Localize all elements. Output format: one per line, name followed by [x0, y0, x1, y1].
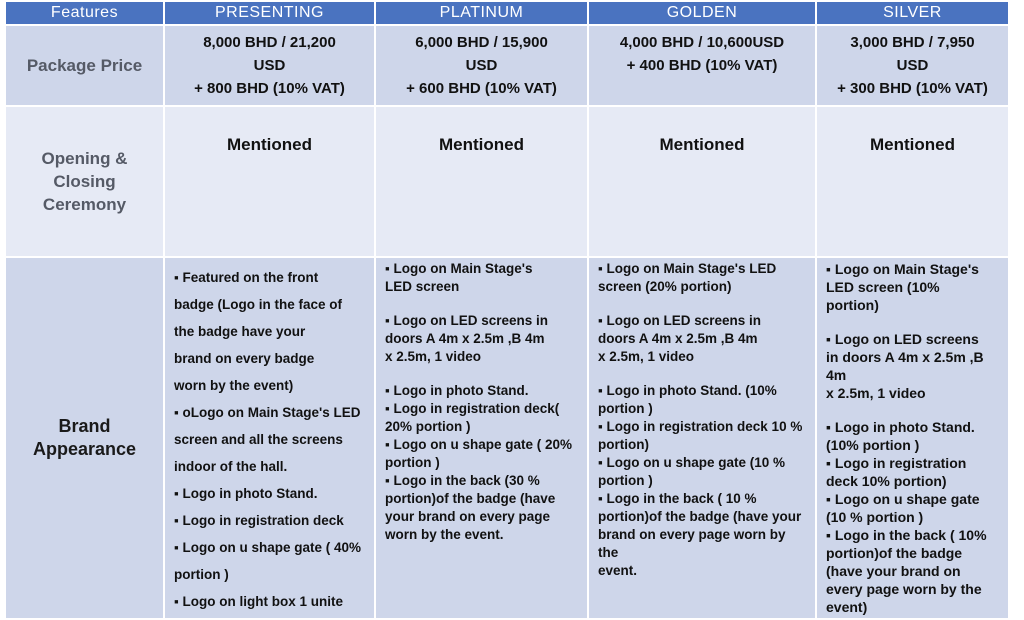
brand-item: ▪ Logo on u shape gate (10 % portion ): [826, 491, 980, 525]
price-label: Package Price: [5, 25, 164, 106]
brand-item: ▪ Logo on Main Stage's LED screen (20% portion): [598, 261, 777, 294]
vat-line: + 800 BHD (10% VAT): [194, 80, 345, 97]
price-platinum: [375, 25, 588, 106]
ceremony-golden: Mentioned: [588, 106, 816, 257]
brand-item: the badge have your: [174, 324, 306, 339]
brand-item: indoor of the hall.: [174, 459, 288, 474]
brand-item: ▪ Logo on LED screens in doors A 4m x 2.5m ,B 4m x 2.5m, 1 video: [598, 313, 762, 364]
price-line: USD: [465, 57, 498, 74]
brand-item: ▪ Featured on the front: [174, 270, 319, 285]
price-line: USD: [253, 57, 286, 74]
brand-item: ▪ Logo in registration deck 10% portion): [826, 455, 967, 489]
brand-item: ▪ Logo in photo Stand.: [385, 383, 529, 398]
brand-item: portion ): [174, 567, 229, 582]
brand-item: ▪ Logo on u shape gate (10 % portion ): [598, 455, 786, 488]
price-line: USD: [896, 57, 929, 74]
brand-presenting: [164, 257, 375, 619]
brand-platinum: [375, 257, 588, 619]
brand-item: ▪ Logo in registration deck( 20% portion ): [385, 401, 560, 434]
price-presenting: [164, 25, 375, 106]
brand-list-platinum: [385, 260, 581, 544]
tier-header-golden: GOLDEN: [588, 1, 816, 25]
brand-row: [5, 257, 1009, 619]
brand-item: ▪ Logo in the back ( 10 % portion)of the badge (have your brand on every page worn by the event.: [598, 491, 802, 578]
brand-item: ▪ Logo on LED screens in doors A 4m x 2.5m ,B 4m x 2.5m, 1 video: [826, 331, 984, 401]
brand-item: ▪ Logo on u shape gate ( 40%: [174, 540, 362, 555]
brand-label-line: Appearance: [32, 439, 137, 459]
ceremony-label-line: Closing: [53, 172, 116, 191]
brand-item: ▪ Logo on light box 1 unite: [174, 594, 344, 609]
vat-line: + 300 BHD (10% VAT): [837, 80, 988, 97]
tier-header-presenting: PRESENTING: [164, 1, 375, 25]
brand-item: ▪ Logo on Main Stage's LED screen: [385, 261, 533, 294]
price-line: 3,000 BHD / 7,950: [850, 34, 975, 51]
price-row: [5, 25, 1009, 106]
brand-item: ▪ Logo in the back (30 % portion)of the badge (have your brand on every page worn by the event.: [385, 473, 556, 542]
header-row: [5, 1, 1009, 25]
brand-item: worn by the event): [174, 378, 294, 393]
tier-header-silver: SILVER: [816, 1, 1009, 25]
ceremony-silver: Mentioned: [816, 106, 1009, 257]
brand-item: ▪ Logo in registration deck 10 % portion): [598, 419, 803, 452]
ceremony-platinum: Mentioned: [375, 106, 588, 257]
ceremony-label: [5, 106, 164, 257]
brand-item: ▪ Logo in photo Stand. (10% portion ): [826, 419, 975, 453]
brand-item: ▪ oLogo on Main Stage's LED: [174, 405, 361, 420]
brand-item: ▪ Logo in the back ( 10% portion)of the badge (have your brand on every page worn by the event): [826, 527, 987, 615]
brand-item: badge (Logo in the face of: [174, 297, 342, 312]
brand-item: brand on every badge: [174, 351, 315, 366]
ceremony-presenting: Mentioned: [164, 106, 375, 257]
brand-item: ▪ Logo in photo Stand. (10% portion ): [598, 383, 777, 416]
vat-line: + 400 BHD (10% VAT): [626, 57, 778, 74]
brand-label: [5, 257, 164, 619]
price-line: 8,000 BHD / 21,200: [203, 34, 336, 51]
brand-golden: [588, 257, 816, 619]
tier-header-platinum: PLATINUM: [375, 1, 588, 25]
brand-list-presenting: [174, 264, 368, 615]
brand-label-line: Brand: [58, 416, 111, 436]
price-golden: [588, 25, 816, 106]
price-line: 4,000 BHD / 10,600USD: [619, 34, 785, 51]
features-header: Features: [5, 1, 164, 25]
brand-item: ▪ Logo on LED screens in doors A 4m x 2.5m ,B 4m x 2.5m, 1 video: [385, 313, 549, 364]
vat-line: + 600 BHD (10% VAT): [406, 80, 557, 97]
brand-item: screen and all the screens: [174, 432, 343, 447]
brand-item: ▪ Logo in photo Stand.: [174, 486, 318, 501]
brand-item: ▪ Logo on u shape gate ( 20% portion ): [385, 437, 573, 470]
ceremony-label-line: Ceremony: [42, 195, 127, 214]
brand-item: ▪ Logo on Main Stage's LED screen (10% portion): [826, 261, 979, 313]
ceremony-label-line: Opening &: [41, 149, 128, 168]
ceremony-row: [5, 106, 1009, 257]
brand-silver: [816, 257, 1009, 619]
brand-item: ▪ Logo in registration deck: [174, 513, 344, 528]
packages-table: [4, 0, 1010, 620]
brand-list-silver: [826, 260, 1002, 616]
price-line: 6,000 BHD / 15,900: [415, 34, 548, 51]
brand-list-golden: [598, 260, 809, 580]
price-silver: [816, 25, 1009, 106]
